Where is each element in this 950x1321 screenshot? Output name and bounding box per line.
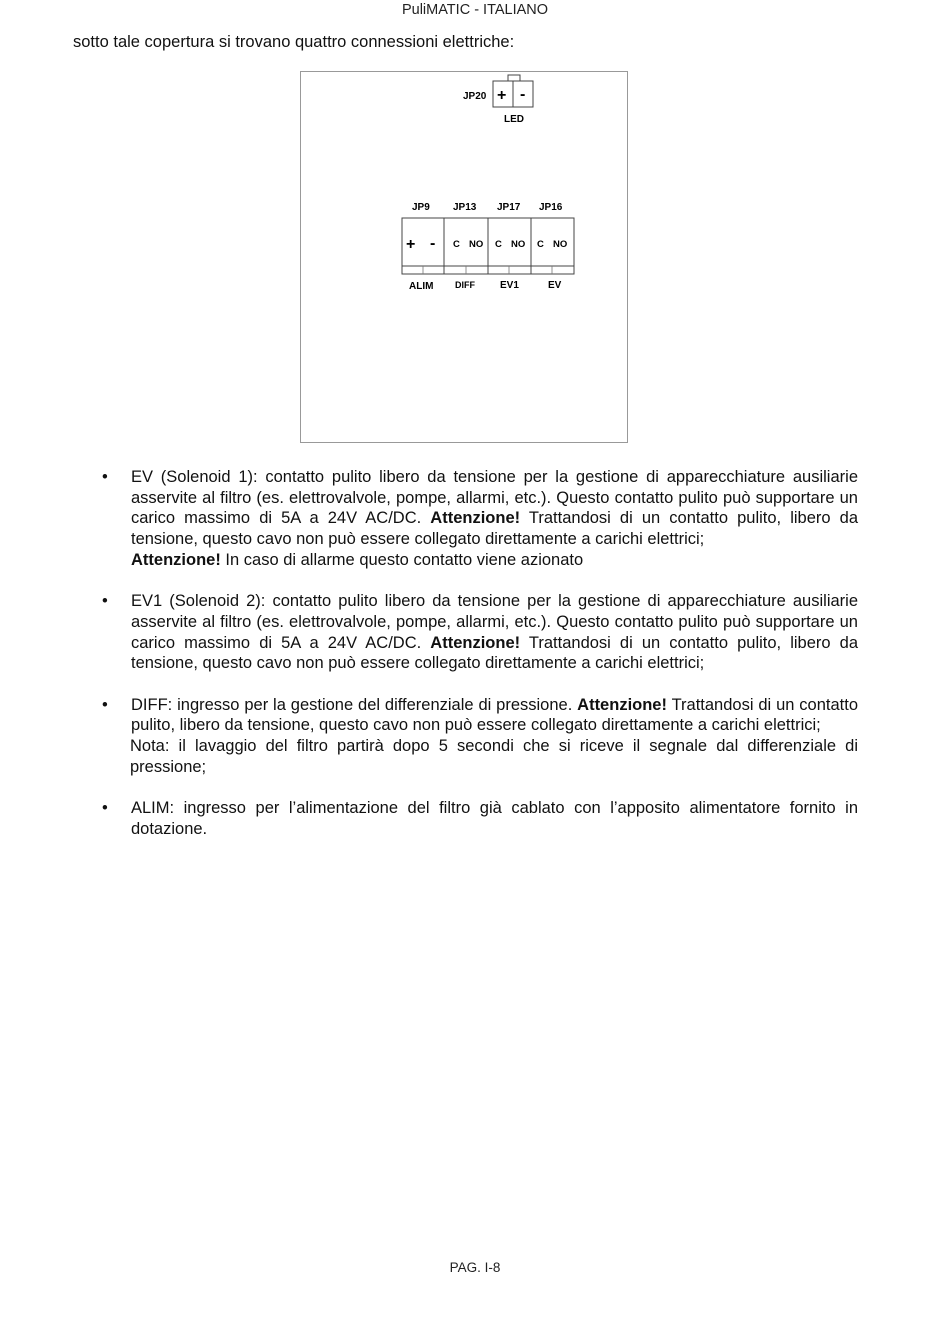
ev1-text-2: Trattandosi di un contatto pulito, libero da tensione, questo cavo non può essere collegato direttamente a carichi elettrici; — [131, 633, 859, 673]
page-header: PuliMATIC - ITALIANO — [401, 2, 549, 18]
diff-text: DIFF: ingresso per la gestione del differenziale di pressione. — [131, 695, 573, 714]
jp17-pin-c: C — [495, 239, 502, 250]
jp17-label: EV1 — [500, 280, 519, 291]
jp17-pin-no: NO — [511, 239, 526, 250]
jp9-pin-minus: - — [430, 235, 436, 252]
jp20-tab — [508, 75, 520, 81]
jp20-id: JP20 — [463, 91, 487, 102]
jp9-pin-plus: + — [406, 236, 416, 253]
ev-text: EV (Solenoid 1): contatto pulito libero da tensione per la gestione di apparecchiature ausiliarie asservite al filtro (es. elettrovalvole, pompe, allarmi, etc.). Questo contatto pulito può supportare un carico massimo di 5A a 24V AC/DC. — [131, 468, 858, 528]
jp13-id: JP13 — [453, 202, 477, 213]
jp16-label: EV — [548, 280, 562, 291]
alim-text: ALIM: ingresso per l’alimentazione del filtro già cablato con l’apposito alimentatore fornito in dotazione. — [131, 799, 858, 838]
connection-list — [98, 467, 858, 840]
jp20-label: LED — [504, 114, 524, 125]
list-item-diff — [98, 695, 858, 778]
bullet-dot: • — [102, 695, 108, 714]
list-item-alim — [98, 798, 858, 839]
jp13-pin-c: C — [453, 239, 460, 250]
diff-attention: Attenzione! — [577, 695, 667, 714]
ev-attention-1: Attenzione! — [430, 509, 521, 528]
list-item-ev1 — [98, 591, 858, 674]
jp9-id: JP9 — [412, 202, 430, 213]
intro-text: sotto tale copertura si trovano quattro connessioni elettriche: — [73, 33, 515, 51]
bullet-dot: • — [102, 799, 108, 818]
jp17-id: JP17 — [497, 202, 521, 213]
jp20-minus: - — [520, 86, 526, 103]
bullet-dot: • — [102, 592, 108, 611]
jp20-plus: + — [497, 87, 507, 104]
diff-text-2: Trattandosi di un contatto pulito, libero da tensione, questo cavo non può essere collegato direttamente a carichi elettrici; — [131, 695, 858, 735]
ev-alarm-text: In caso di allarme questo contatto viene azionato — [225, 550, 584, 569]
list-item-ev — [98, 467, 858, 571]
connector-diagram-svg — [301, 72, 629, 444]
ev-text-2: Trattandosi di un contatto pulito, libero da tensione, questo cavo non può essere collegato direttamente a carichi elettrici; — [131, 509, 859, 549]
jp16-pin-c: C — [537, 239, 544, 250]
jp16-id: JP16 — [539, 202, 563, 213]
connector-diagram — [300, 71, 628, 443]
ev-attention-2: Attenzione! — [131, 550, 221, 569]
jp13-pin-no: NO — [469, 239, 484, 250]
ev1-attention: Attenzione! — [430, 633, 521, 652]
bullet-dot: • — [102, 468, 108, 486]
page-number: PAG. I-8 — [449, 1260, 501, 1275]
jp13-label: DIFF — [455, 280, 475, 290]
jp9-label: ALIM — [409, 281, 434, 292]
ev1-text: EV1 (Solenoid 2): contatto pulito libero da tensione per la gestione di apparecchiature ausiliarie asservite al filtro (es. elettrovalvole, pompe, allarmi, etc.). Questo contatto pulito può supportare un carico massimo di 5A a 24V AC/DC. — [131, 592, 858, 652]
ev-alarm-line — [131, 550, 858, 571]
diff-nota: Nota: il lavaggio del filtro partirà dopo 5 secondi che si riceve il segnale dal differenziale di pressione; — [130, 737, 858, 776]
jp16-pin-no: NO — [553, 239, 568, 250]
